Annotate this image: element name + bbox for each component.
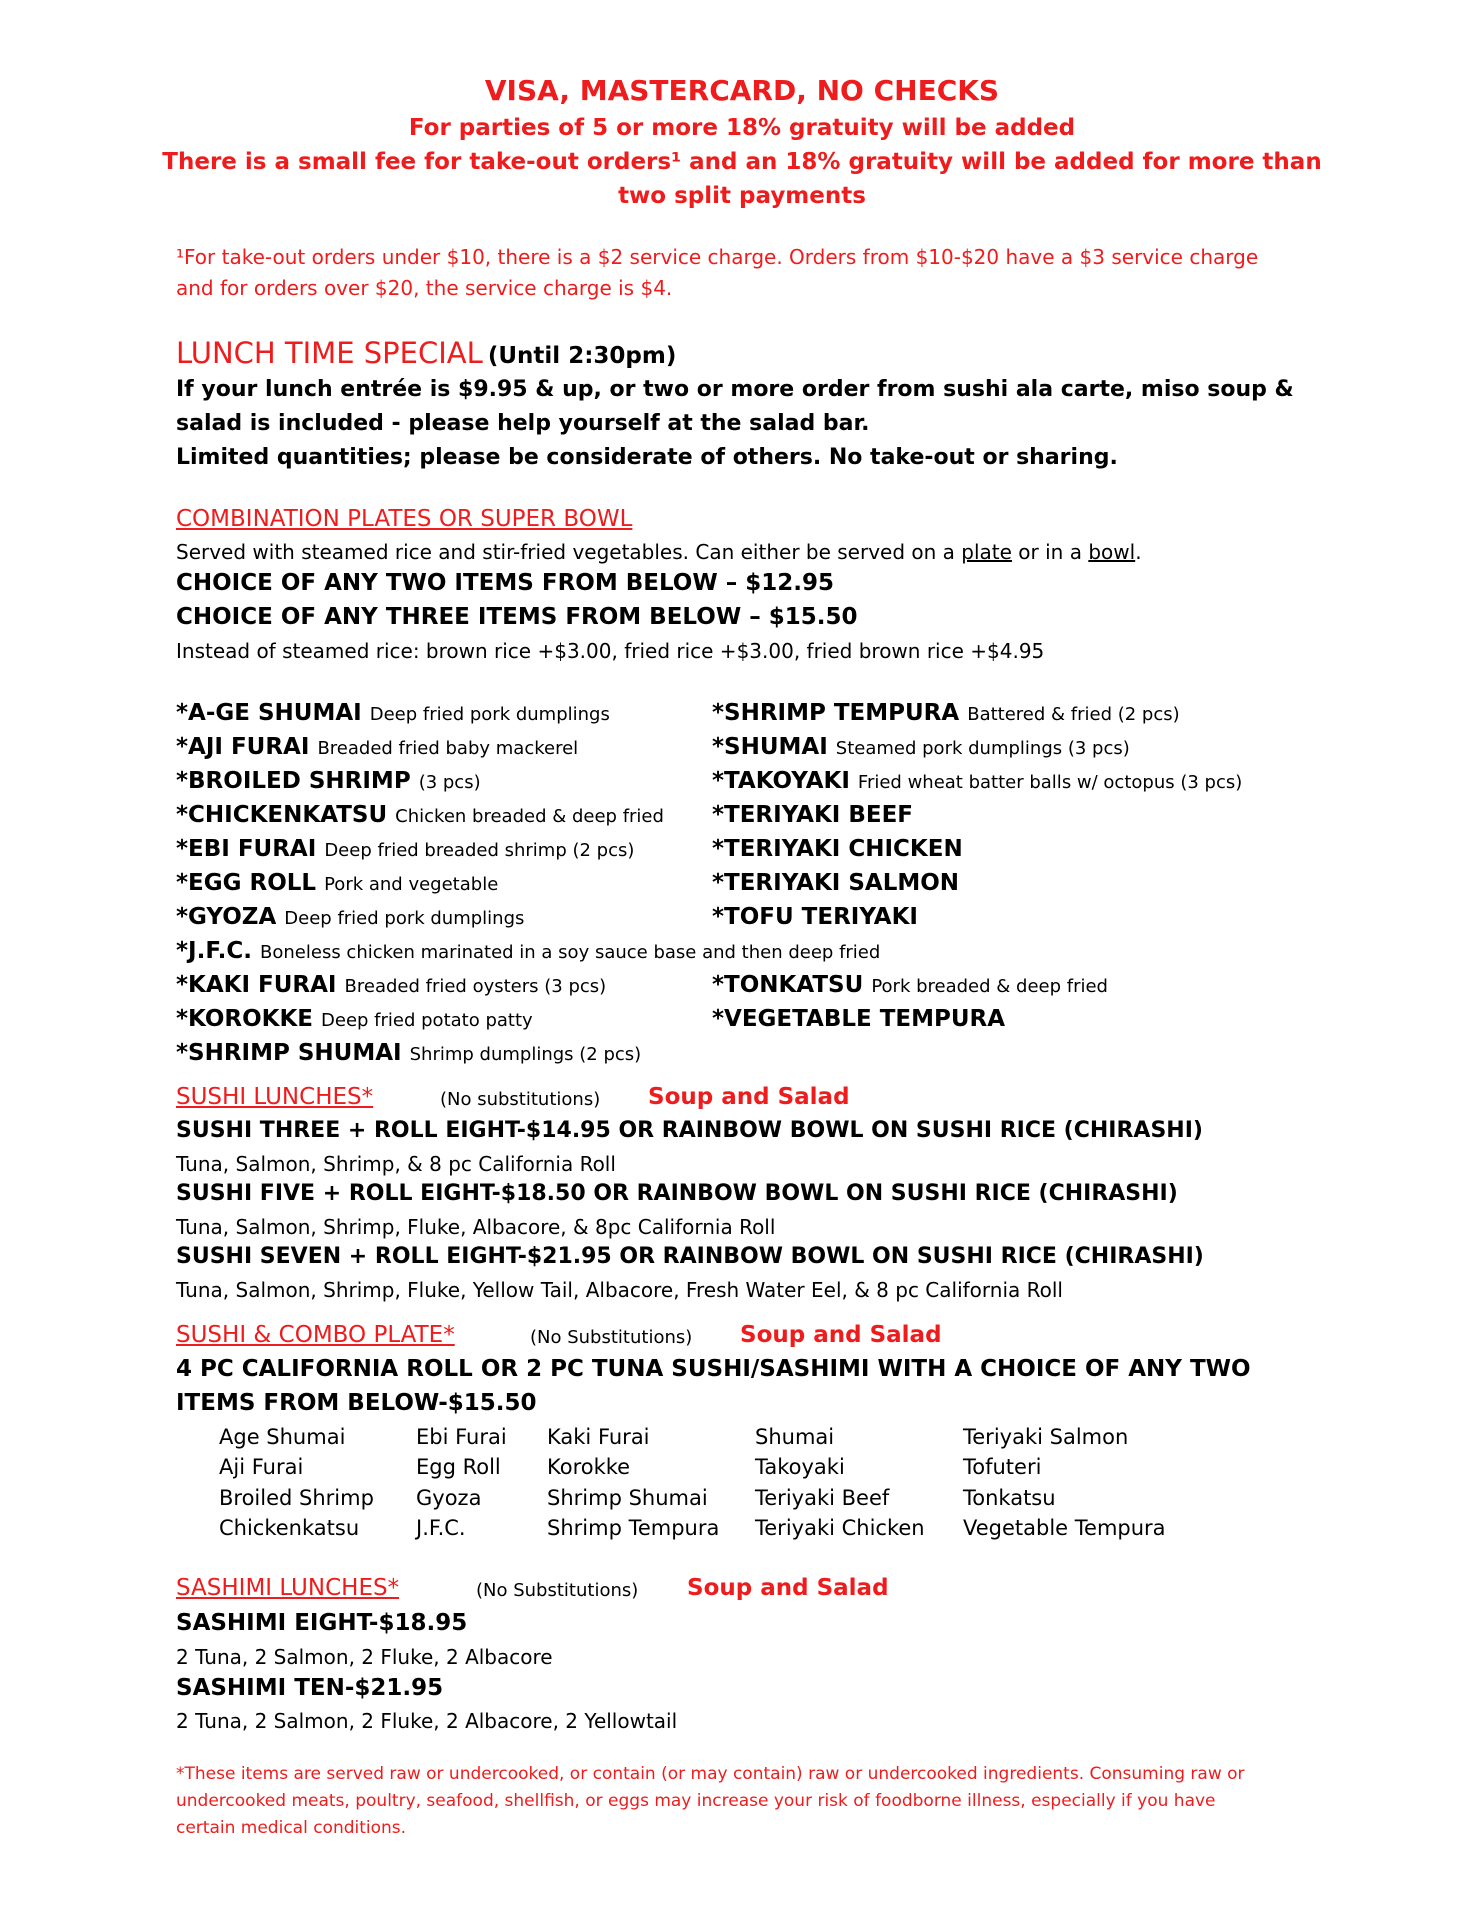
sashimi-lunch-desc: 2 Tuna, 2 Salmon, 2 Fluke, 2 Albacore [176,1645,553,1669]
item-name: *TERIYAKI CHICKEN [712,836,963,862]
combo-choice: Teriyaki Chicken [755,1516,925,1540]
item-name: *TOFU TERIYAKI [712,904,918,930]
combo-item [176,836,634,862]
raw-disclaimer-line2: undercooked meats, poultry, seafood, shellfish, or eggs may increase your risk of foodborne illness, especially if you have [176,1791,1216,1811]
item-name: *TERIYAKI BEEF [712,802,914,828]
combo-item [176,1040,641,1066]
fee-footnote-line2: and for orders over $20, the service charge is $4. [176,276,673,300]
combo-item [712,904,918,930]
combo-served-note [176,540,1142,564]
combo-item [176,1006,533,1032]
combo-item [712,1006,1005,1032]
combo-rice-options: Instead of steamed rice: brown rice +$3.00, fried rice +$3.00, fried brown rice +$4.95 [176,639,1045,663]
lunch-special-line2: salad is included - please help yourself at the salad bar. [176,411,870,436]
item-desc: Steamed pork dumplings (3 pcs) [835,738,1130,759]
sushi-lunch-desc: Tuna, Salmon, Shrimp, & 8 pc California Roll [176,1152,616,1176]
combo-choice: Age Shumai [219,1425,346,1449]
served-plate: plate [961,540,1012,564]
item-desc: Breaded fried baby mackerel [317,738,579,759]
combo-item [176,938,880,964]
served-text-a: Served with steamed rice and stir-fried vegetables. Can either be served on a [176,540,962,564]
lunch-special-heading [176,336,676,370]
combo-choice: Broiled Shrimp [219,1486,374,1510]
combo-item [712,802,913,828]
sashimi-lunches-title: SASHIMI LUNCHES* [176,1575,400,1601]
combo-three-items-price: CHOICE OF ANY THREE ITEMS FROM BELOW – $15.50 [176,604,858,630]
sashimi-lunches-note: (No Substitutions) [476,1580,639,1601]
payment-notice: VISA, MASTERCARD, NO CHECKS [484,74,1000,107]
lunch-special-line3: Limited quantities; please be considerate of others. No take-out or sharing. [176,445,1118,470]
combo-item [176,904,524,930]
sashimi-lunch-name: SASHIMI TEN-$21.95 [176,1675,444,1701]
combo-item [712,700,1180,726]
sushi-combo-line1: 4 PC CALIFORNIA ROLL OR 2 PC TUNA SUSHI/SASHIMI WITH A CHOICE OF ANY TWO [176,1356,1251,1382]
gratuity-notice: For parties of 5 or more 18% gratuity will be added [408,115,1076,141]
lunch-special-title: LUNCH TIME SPECIAL [176,336,483,370]
item-name: *J.F.C. [176,938,253,964]
item-desc: Deep fried breaded shrimp (2 pcs) [324,840,635,861]
combo-item [176,870,498,896]
item-desc: Chicken breaded & deep fried [395,806,664,827]
combo-choice: Kaki Furai [547,1425,650,1449]
sashimi-lunch-desc: 2 Tuna, 2 Salmon, 2 Fluke, 2 Albacore, 2 Yellowtail [176,1709,678,1733]
item-desc: Breaded fried oysters (3 pcs) [344,976,607,997]
sashimi-lunch-name: SASHIMI EIGHT-$18.95 [176,1610,468,1636]
item-name: *CHICKENKATSU [176,802,388,828]
combo-item [712,870,959,896]
combo-item [712,734,1130,760]
item-name: *AJI FURAI [176,734,310,760]
combo-item [176,972,606,998]
item-desc: Pork and vegetable [324,874,499,895]
item-name: *KOROKKE [176,1006,313,1032]
combo-choice: Chickenkatsu [219,1516,360,1540]
sushi-combo-title: SUSHI & COMBO PLATE* [176,1322,455,1348]
served-text-c: . [1135,540,1142,564]
sushi-lunches-note: (No substitutions) [440,1089,601,1110]
combo-choice: Shrimp Tempura [547,1516,720,1540]
combo-item [176,700,610,726]
sushi-lunch-name: SUSHI SEVEN + ROLL EIGHT-$21.95 OR RAINBOW BOWL ON SUSHI RICE (CHIRASHI) [176,1244,1204,1269]
combo-choice: Vegetable Tempura [963,1516,1166,1540]
item-name: *VEGETABLE TEMPURA [712,1006,1006,1032]
combo-item [176,734,578,760]
combo-choice: Tofuteri [963,1455,1042,1479]
item-name: *TAKOYAKI [712,768,850,794]
combo-item [712,768,1242,794]
item-name: *BROILED SHRIMP [176,768,411,794]
combo-choice: J.F.C. [416,1516,466,1540]
sushi-lunches-title: SUSHI LUNCHES* [176,1084,374,1110]
combo-two-items-price: CHOICE OF ANY TWO ITEMS FROM BELOW – $12.95 [176,570,834,596]
combo-choice: Shumai [755,1425,835,1449]
raw-disclaimer-line1: *These items are served raw or undercooked, or contain (or may contain) raw or undercooked ingredients. Consuming raw or [176,1764,1245,1784]
combo-item [712,836,963,862]
item-desc: (3 pcs) [418,772,481,793]
sushi-lunch-name: SUSHI FIVE + ROLL EIGHT-$18.50 OR RAINBOW BOWL ON SUSHI RICE (CHIRASHI) [176,1181,1178,1206]
fee-notice-line2: two split payments [618,183,866,209]
item-name: *KAKI FURAI [176,972,337,998]
lunch-special-hours: (Until 2:30pm) [487,343,677,369]
item-name: *TONKATSU [712,972,864,998]
combo-choice: Gyoza [416,1486,482,1510]
combo-title: COMBINATION PLATES OR SUPER BOWL [176,506,633,532]
sashimi-lunches-soup: Soup and Salad [687,1575,889,1601]
item-desc: Deep fried pork dumplings [284,908,525,929]
sushi-combo-note: (No Substitutions) [530,1327,693,1348]
combo-choice: Ebi Furai [416,1425,507,1449]
combo-choice: Teriyaki Salmon [963,1425,1129,1449]
item-name: *TERIYAKI SALMON [712,870,960,896]
item-desc: Deep fried potato patty [321,1010,533,1031]
item-desc: Deep fried pork dumplings [369,704,610,725]
served-bowl: bowl [1088,540,1136,564]
combo-choice: Takoyaki [755,1455,845,1479]
item-desc: Shrimp dumplings (2 pcs) [409,1044,642,1065]
combo-choice: Teriyaki Beef [755,1486,890,1510]
raw-disclaimer-line3: certain medical conditions. [176,1818,407,1838]
sushi-lunch-name: SUSHI THREE + ROLL EIGHT-$14.95 OR RAINBOW BOWL ON SUSHI RICE (CHIRASHI) [176,1118,1203,1143]
item-desc: Battered & fried (2 pcs) [967,704,1180,725]
sushi-lunch-desc: Tuna, Salmon, Shrimp, Fluke, Yellow Tail, Albacore, Fresh Water Eel, & 8 pc California Roll [176,1278,1063,1302]
item-name: *SHRIMP TEMPURA [712,700,960,726]
item-name: *EBI FURAI [176,836,317,862]
item-name: *GYOZA [176,904,277,930]
served-text-b: or in a [1011,540,1089,564]
combo-choice: Aji Furai [219,1455,304,1479]
sushi-combo-soup: Soup and Salad [740,1322,942,1348]
fee-notice-line1: There is a small fee for take-out orders¹ and an 18% gratuity will be added for more than [162,149,1322,175]
combo-item [712,972,1108,998]
item-name: *SHUMAI [712,734,828,760]
combo-item [176,768,481,794]
combo-choice: Korokke [547,1455,631,1479]
combo-choice: Shrimp Shumai [547,1486,708,1510]
item-desc: Fried wheat batter balls w/ octopus (3 pcs) [857,772,1243,793]
sushi-combo-line2: ITEMS FROM BELOW-$15.50 [176,1390,537,1416]
item-name: *SHRIMP SHUMAI [176,1040,402,1066]
fee-footnote-line1: ¹For take-out orders under $10, there is a $2 service charge. Orders from $10-$20 have a $3 service charge [176,245,1259,269]
sushi-lunch-desc: Tuna, Salmon, Shrimp, Fluke, Albacore, & 8pc California Roll [176,1215,776,1239]
item-name: *A-GE SHUMAI [176,700,362,726]
combo-choice: Tonkatsu [963,1486,1056,1510]
lunch-special-line1: If your lunch entrée is $9.95 & up, or two or more order from sushi ala carte, miso soup & [176,377,1294,402]
combo-choice: Egg Roll [416,1455,501,1479]
item-desc: Pork breaded & deep fried [871,976,1108,997]
combo-item [176,802,664,828]
sushi-lunches-soup: Soup and Salad [648,1084,850,1110]
item-name: *EGG ROLL [176,870,317,896]
item-desc: Boneless chicken marinated in a soy sauce base and then deep fried [260,942,881,963]
